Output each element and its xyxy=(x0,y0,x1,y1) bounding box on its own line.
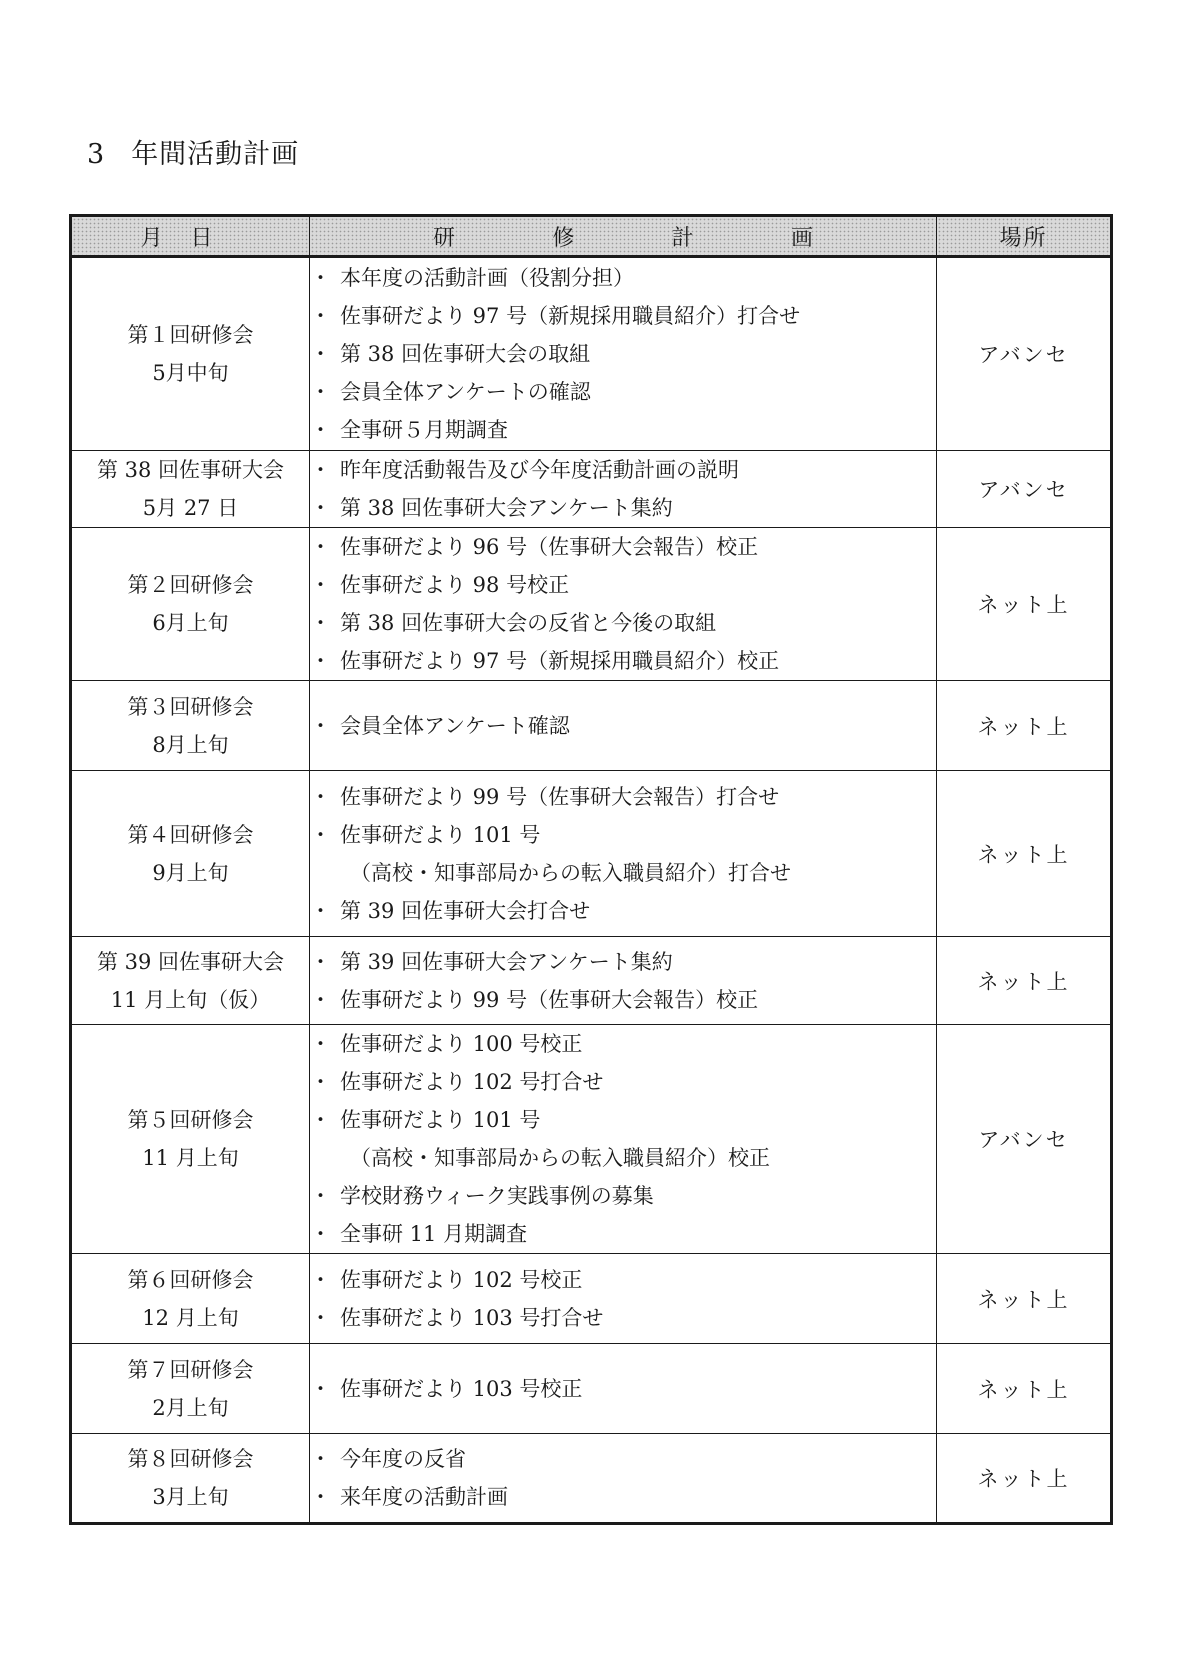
table-row xyxy=(71,937,1112,1025)
plan-item-text: 会員全体アンケートの確認 xyxy=(340,380,591,404)
plan-cell xyxy=(310,257,937,451)
bullet-mark: ・ xyxy=(310,418,331,442)
plan-item xyxy=(310,816,936,892)
plan-item xyxy=(310,1101,936,1177)
plan-item-text: 第 38 回佐事研大会の反省と今後の取組 xyxy=(340,611,717,635)
plan-item xyxy=(310,1478,936,1516)
plan-item xyxy=(310,451,936,489)
plan-cell xyxy=(310,451,937,528)
session-date: 2月上旬 xyxy=(152,1395,229,1420)
session-date: 9月上旬 xyxy=(152,860,229,885)
plan-item xyxy=(310,1370,936,1408)
header-plan-char: 画 xyxy=(790,225,813,251)
plan-item-list xyxy=(310,1440,936,1516)
bullet-mark: ・ xyxy=(310,380,331,404)
plan-item xyxy=(310,943,936,981)
plan-cell xyxy=(310,1434,937,1524)
plan-cell xyxy=(310,1254,937,1344)
bullet-mark: ・ xyxy=(310,1305,331,1330)
plan-item xyxy=(310,604,936,642)
header-plan xyxy=(310,216,937,257)
header-place: 場所 xyxy=(937,216,1112,257)
venue-cell: ネット上 xyxy=(937,1344,1112,1434)
bullet-mark: ・ xyxy=(310,1222,331,1246)
bullet-mark: ・ xyxy=(310,1032,331,1056)
plan-item-text: 昨年度活動報告及び今年度活動計画の説明 xyxy=(340,458,739,482)
plan-item-text: 第 39 回佐事研大会アンケート集約 xyxy=(340,949,673,974)
header-plan-char: 計 xyxy=(671,225,694,251)
bullet-mark: ・ xyxy=(310,1267,331,1292)
plan-item-text: 佐事研だより 102 号打合せ xyxy=(340,1070,604,1094)
bullet-mark: ・ xyxy=(310,611,331,635)
table-row xyxy=(71,681,1112,771)
plan-item xyxy=(310,1177,936,1215)
venue-cell: ネット上 xyxy=(937,937,1112,1025)
venue-cell: ネット上 xyxy=(937,681,1112,771)
plan-cell xyxy=(310,528,937,681)
session-name: 第５回研修会 xyxy=(127,1108,254,1132)
plan-item xyxy=(310,892,936,930)
plan-item-text: 佐事研だより 102 号校正 xyxy=(340,1267,583,1292)
bullet-mark: ・ xyxy=(310,1447,331,1471)
plan-item-text: 佐事研だより 101 号 xyxy=(340,822,541,847)
plan-item xyxy=(310,411,936,449)
bullet-mark: ・ xyxy=(310,1485,331,1509)
session-date: 12 月上旬 xyxy=(142,1305,239,1330)
session-date: 6月上旬 xyxy=(152,611,229,635)
bullet-mark: ・ xyxy=(310,1070,331,1094)
bullet-mark: ・ xyxy=(310,496,331,520)
plan-item-text: 佐事研だより 96 号（佐事研大会報告）校正 xyxy=(340,535,759,559)
table-row xyxy=(71,257,1112,451)
plan-item xyxy=(310,981,936,1019)
session-date: 3月上旬 xyxy=(152,1485,229,1509)
plan-item xyxy=(310,297,936,335)
venue-cell: アバンセ xyxy=(937,451,1112,528)
bullet-mark: ・ xyxy=(310,1376,331,1401)
session-cell xyxy=(71,1254,310,1344)
session-cell xyxy=(71,681,310,771)
bullet-mark: ・ xyxy=(310,1184,331,1208)
section-number: 3 xyxy=(87,139,106,170)
plan-item-text: 佐事研だより 103 号打合せ xyxy=(340,1305,604,1330)
plan-item-text: 佐事研だより 98 号校正 xyxy=(340,573,570,597)
plan-item xyxy=(310,528,936,566)
session-cell xyxy=(71,1025,310,1254)
plan-item-list xyxy=(310,778,936,930)
plan-item xyxy=(310,707,936,745)
session-date: 5月 27 日 xyxy=(142,496,239,520)
table-row xyxy=(71,771,1112,937)
plan-item xyxy=(310,1063,936,1101)
bullet-mark: ・ xyxy=(310,342,331,366)
plan-item-text: 佐事研だより 97 号（新規採用職員紹介）校正 xyxy=(340,649,780,673)
plan-item-text: 佐事研だより 100 号校正 xyxy=(340,1032,583,1056)
venue-cell: ネット上 xyxy=(937,1254,1112,1344)
plan-item-list xyxy=(310,528,936,680)
plan-item-text: 佐事研だより 99 号（佐事研大会報告）校正 xyxy=(340,987,759,1012)
header-plan-char: 修 xyxy=(552,225,575,251)
venue-cell: ネット上 xyxy=(937,1434,1112,1524)
session-cell xyxy=(71,937,310,1025)
plan-item-list xyxy=(310,1025,936,1253)
plan-cell xyxy=(310,681,937,771)
plan-item-text: 全事研 11 月期調査 xyxy=(340,1222,528,1246)
plan-item-text: 第 38 回佐事研大会アンケート集約 xyxy=(340,496,673,520)
session-name: 第４回研修会 xyxy=(127,822,254,847)
table-body xyxy=(71,257,1112,1524)
plan-item xyxy=(310,642,936,680)
plan-item-text: 第 38 回佐事研大会の取組 xyxy=(340,342,591,366)
plan-cell xyxy=(310,937,937,1025)
plan-item-text: 佐事研だより 103 号校正 xyxy=(340,1376,583,1401)
plan-item-list xyxy=(310,707,936,745)
plan-item-continuation: （高校・知事部局からの転入職員紹介）校正 xyxy=(350,1146,770,1170)
session-cell xyxy=(71,1434,310,1524)
session-date: 5月中旬 xyxy=(152,361,229,385)
session-date: 11 月上旬（仮） xyxy=(110,987,271,1012)
bullet-mark: ・ xyxy=(310,535,331,559)
plan-item-list xyxy=(310,1261,936,1337)
plan-item xyxy=(310,1440,936,1478)
plan-item-text: 佐事研だより 99 号（佐事研大会報告）打合せ xyxy=(340,784,780,809)
plan-item xyxy=(310,373,936,411)
plan-item-list xyxy=(310,1370,936,1408)
venue-cell: ネット上 xyxy=(937,771,1112,937)
plan-item-continuation: （高校・知事部局からの転入職員紹介）打合せ xyxy=(350,860,791,885)
table-row xyxy=(71,1025,1112,1254)
table-row xyxy=(71,528,1112,681)
bullet-mark: ・ xyxy=(310,573,331,597)
session-name: 第８回研修会 xyxy=(127,1447,254,1471)
section-title: 年間活動計画 xyxy=(131,139,300,170)
plan-item-text: 佐事研だより 97 号（新規採用職員紹介）打合せ xyxy=(340,304,801,328)
plan-item xyxy=(310,335,936,373)
table-row xyxy=(71,1434,1112,1524)
plan-item-text: 学校財務ウィーク実践事例の募集 xyxy=(340,1184,654,1208)
plan-item-text: 今年度の反省 xyxy=(340,1447,466,1471)
bullet-mark: ・ xyxy=(310,898,331,923)
header-plan-char: 研 xyxy=(433,225,456,251)
table-row xyxy=(71,1254,1112,1344)
bullet-mark: ・ xyxy=(310,949,331,974)
bullet-mark: ・ xyxy=(310,784,331,809)
plan-item xyxy=(310,259,936,297)
plan-cell xyxy=(310,1344,937,1434)
bullet-mark: ・ xyxy=(310,987,331,1012)
bullet-mark: ・ xyxy=(310,266,331,290)
bullet-mark: ・ xyxy=(310,458,331,482)
plan-item-text: 来年度の活動計画 xyxy=(340,1485,508,1509)
plan-cell xyxy=(310,771,937,937)
plan-item xyxy=(310,1299,936,1337)
session-cell xyxy=(71,1344,310,1434)
bullet-mark: ・ xyxy=(310,822,331,847)
plan-item-text: 第 39 回佐事研大会打合せ xyxy=(340,898,591,923)
bullet-mark: ・ xyxy=(310,713,331,738)
session-cell xyxy=(71,528,310,681)
session-name: 第６回研修会 xyxy=(127,1267,254,1292)
session-cell xyxy=(71,451,310,528)
venue-cell: アバンセ xyxy=(937,1025,1112,1254)
plan-item xyxy=(310,778,936,816)
session-name: 第７回研修会 xyxy=(127,1357,254,1382)
section-heading xyxy=(87,132,299,171)
venue-cell: ネット上 xyxy=(937,528,1112,681)
plan-item-text: 会員全体アンケート確認 xyxy=(340,713,570,738)
plan-item-text: 本年度の活動計画（役割分担） xyxy=(340,266,634,290)
bullet-mark: ・ xyxy=(310,304,331,328)
plan-item-list xyxy=(310,259,936,449)
plan-item xyxy=(310,1025,936,1063)
session-name: 第 39 回佐事研大会 xyxy=(96,949,285,974)
session-name: 第 38 回佐事研大会 xyxy=(96,458,285,482)
session-cell xyxy=(71,771,310,937)
table-row xyxy=(71,1344,1112,1434)
table-row xyxy=(71,451,1112,528)
plan-item-text: 佐事研だより 101 号 xyxy=(340,1108,541,1132)
plan-item-list xyxy=(310,451,936,527)
plan-item xyxy=(310,489,936,527)
table-header-row xyxy=(71,216,1112,257)
plan-item-list xyxy=(310,943,936,1019)
session-name: 第２回研修会 xyxy=(127,573,254,597)
session-date: 11 月上旬 xyxy=(142,1146,239,1170)
session-name: 第１回研修会 xyxy=(127,323,254,347)
session-cell xyxy=(71,257,310,451)
header-date: 月日 xyxy=(71,216,310,257)
plan-cell xyxy=(310,1025,937,1254)
plan-item xyxy=(310,1215,936,1253)
session-date: 8月上旬 xyxy=(152,732,229,757)
bullet-mark: ・ xyxy=(310,1108,331,1132)
plan-item-text: 全事研５月期調査 xyxy=(340,418,508,442)
venue-cell: アバンセ xyxy=(937,257,1112,451)
bullet-mark: ・ xyxy=(310,649,331,673)
plan-item xyxy=(310,1261,936,1299)
plan-item xyxy=(310,566,936,604)
session-name: 第３回研修会 xyxy=(127,694,254,719)
annual-activity-plan-table xyxy=(69,214,1113,1525)
